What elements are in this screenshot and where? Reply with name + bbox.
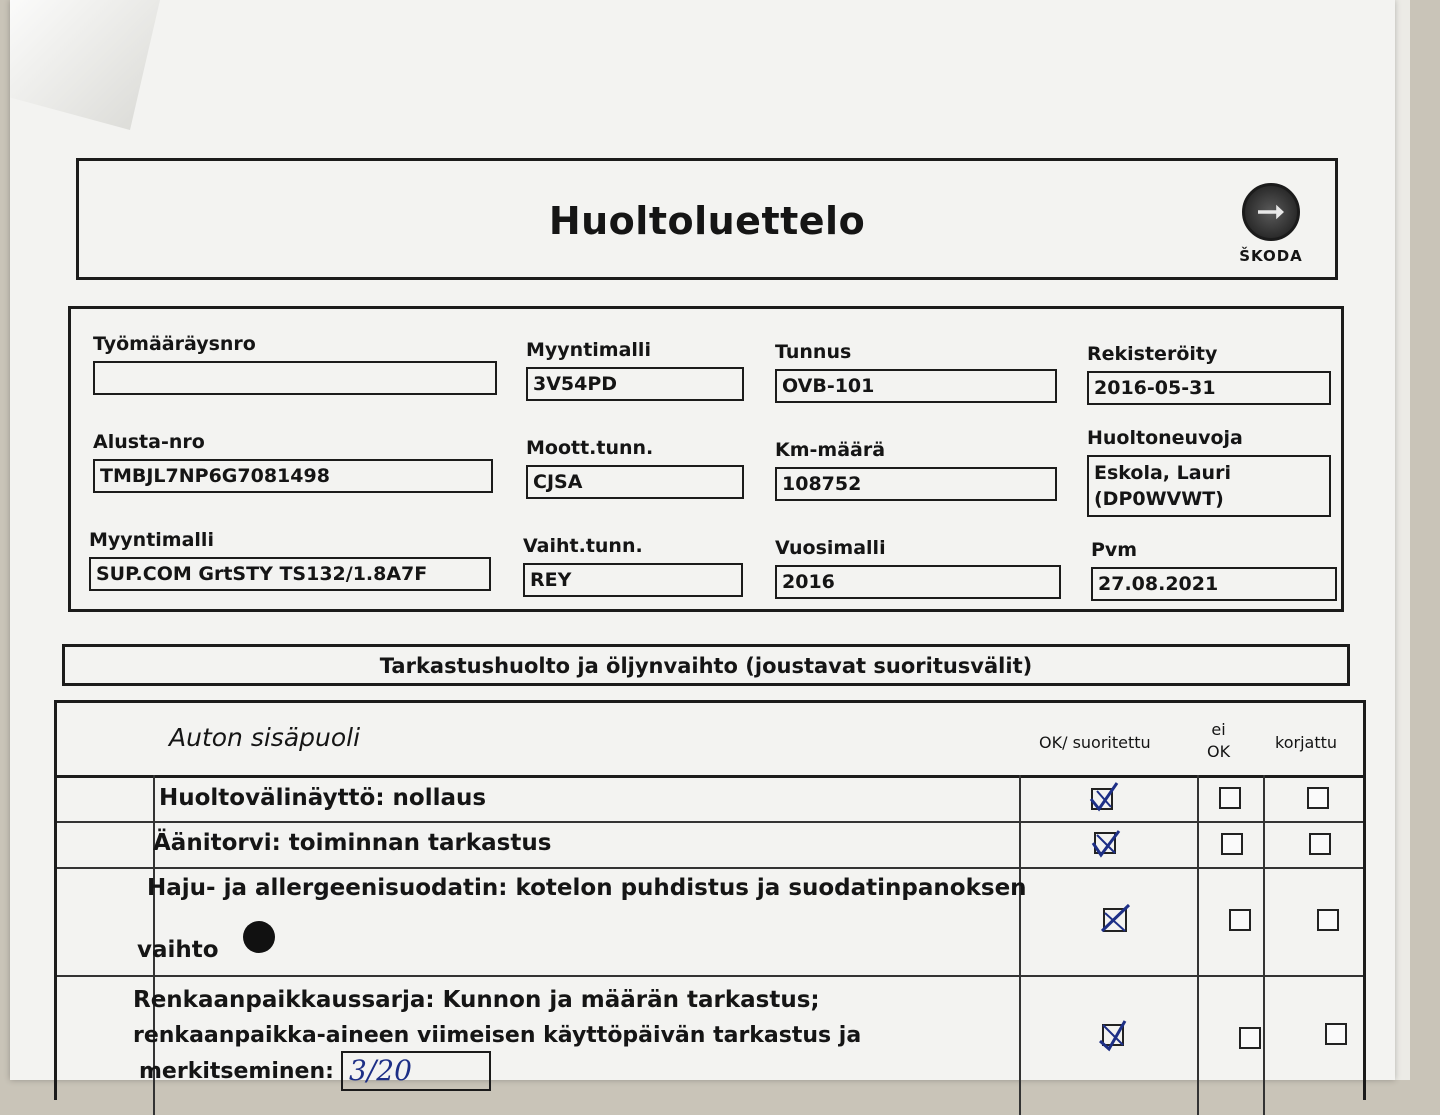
field-label: Huoltoneuvoja (1087, 427, 1243, 449)
field-gearbox-code (523, 535, 743, 597)
field-value: TMBJL7NP6G7081498 (93, 459, 493, 493)
row-text-cont: vaihto (137, 937, 219, 963)
row-text: Äänitorvi: toiminnan tarkastus (153, 830, 552, 856)
page-title: Huoltoluettelo (548, 199, 866, 243)
field-model-year (775, 537, 1061, 599)
field-work-order (93, 333, 497, 395)
col-ok-header: OK/ suoritettu (1039, 733, 1151, 752)
header-frame (76, 158, 1338, 280)
col-not-ok-line2: OK (1207, 742, 1231, 761)
field-value: 27.08.2021 (1091, 567, 1337, 601)
ok-checkbox-checked[interactable] (1099, 903, 1133, 937)
field-label: Myyntimalli (526, 339, 651, 361)
section-title: Tarkastushuolto ja öljynvaihto (joustavat suoritusvälit) (62, 644, 1350, 686)
field-value (1087, 455, 1331, 517)
not-ok-checkbox[interactable] (1219, 787, 1241, 809)
field-value (93, 361, 497, 395)
field-label: Tunnus (775, 341, 852, 363)
handwritten-date-box: 3/20 (341, 1051, 491, 1091)
ok-checkbox-checked[interactable] (1097, 1019, 1131, 1053)
field-sales-model-full (89, 529, 491, 591)
table-row (57, 821, 1363, 869)
field-label: Alusta-nro (93, 431, 205, 453)
field-label: Myyntimalli (89, 529, 214, 551)
table-header (57, 703, 1363, 778)
col-not-ok-header (1207, 719, 1230, 763)
fixed-checkbox[interactable] (1317, 909, 1339, 931)
row-text: Haju- ja allergeenisuodatin: kotelon puhdistus ja suodatinpanoksen (147, 875, 1027, 901)
ok-checkbox-checked[interactable] (1089, 827, 1123, 861)
field-date (1091, 539, 1337, 601)
vehicle-info-frame (68, 306, 1344, 612)
col-fixed-header: korjattu (1275, 733, 1337, 752)
table-row (57, 975, 1363, 1115)
table-row (57, 775, 1363, 823)
field-value: REY (523, 563, 743, 597)
field-label: Työmääräysnro (93, 333, 256, 355)
advisor-name: Eskola, Lauri (1094, 462, 1231, 484)
field-value: 2016-05-31 (1087, 371, 1331, 405)
brand-name: ŠKODA (1239, 247, 1303, 265)
punch-hole (243, 921, 275, 953)
field-mileage (775, 439, 1057, 501)
not-ok-checkbox[interactable] (1229, 909, 1251, 931)
field-label: Vaiht.tunn. (523, 535, 643, 557)
field-value: 2016 (775, 565, 1061, 599)
field-label: Rekisteröity (1087, 343, 1218, 365)
field-label: Moott.tunn. (526, 437, 654, 459)
field-sales-model (526, 339, 744, 401)
skoda-logo (1231, 183, 1311, 265)
field-label: Pvm (1091, 539, 1138, 561)
field-value: 3V54PD (526, 367, 744, 401)
service-checklist-sheet (10, 0, 1395, 1087)
fixed-checkbox[interactable] (1307, 787, 1329, 809)
field-vin (93, 431, 493, 493)
skoda-arrow-icon (1242, 183, 1300, 241)
field-engine-code (526, 437, 744, 499)
field-value: 108752 (775, 467, 1057, 501)
field-plate (775, 341, 1057, 403)
col-not-ok-line1: ei (1211, 720, 1226, 739)
field-value: CJSA (526, 465, 744, 499)
table-title: Auton sisäpuoli (169, 723, 361, 752)
advisor-code: (DP0WVWT) (1094, 488, 1224, 510)
field-service-advisor (1087, 427, 1331, 517)
checklist-table (54, 700, 1366, 1100)
row-text-cont2: merkitseminen: (139, 1059, 334, 1084)
row-text-cont: renkaanpaikka-aineen viimeisen käyttöpäivän tarkastus ja (133, 1023, 862, 1048)
not-ok-checkbox[interactable] (1221, 833, 1243, 855)
row-text: Renkaanpaikkaussarja: Kunnon ja määrän tarkastus; (133, 987, 820, 1013)
fixed-checkbox[interactable] (1309, 833, 1331, 855)
ok-checkbox-checked[interactable] (1087, 781, 1121, 815)
field-label: Vuosimalli (775, 537, 886, 559)
row-text: Huoltovälinäyttö: nollaus (159, 785, 487, 811)
field-value: OVB-101 (775, 369, 1057, 403)
field-label: Km-määrä (775, 439, 886, 461)
folded-corner (10, 0, 160, 130)
field-registered (1087, 343, 1331, 405)
field-value: SUP.COM GrtSTY TS132/1.8A7F (89, 557, 491, 591)
not-ok-checkbox[interactable] (1239, 1027, 1261, 1049)
table-row (57, 867, 1363, 977)
fixed-checkbox[interactable] (1325, 1023, 1347, 1045)
